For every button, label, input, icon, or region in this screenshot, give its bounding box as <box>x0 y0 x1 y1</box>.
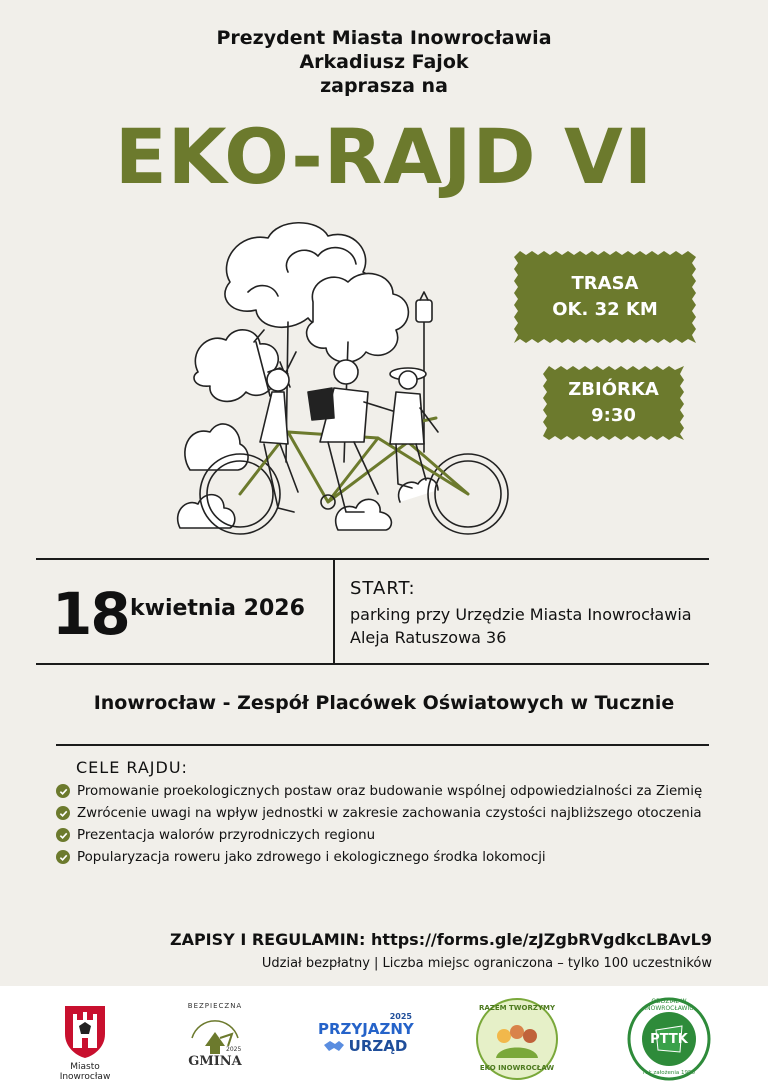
goal-text: Zwrócenie uwagi na wpływ jednostki w zakresie zachowania czystości najbliższego otoczenia <box>77 805 702 821</box>
razem-tworzymy-eko-logo <box>474 996 560 1082</box>
signup-link[interactable]: ZAPISY I REGULAMIN: https://forms.gle/zJZgbRVgdkcLBAvL9 <box>169 930 712 949</box>
logo-arc-text: BEZPIECZNA <box>187 1002 243 1010</box>
list-item <box>56 780 756 802</box>
divider <box>333 558 335 664</box>
divider <box>36 663 709 665</box>
goal-text: Promowanie proekologicznych postaw oraz budowanie wspólnej odpowiedzialności za Ziemię <box>77 783 703 799</box>
check-icon <box>56 784 70 798</box>
logo-ring-text: ODDZIAŁ W INOWROCŁAWIU <box>644 998 694 1012</box>
header-line-2: Arkadiusz Fajok <box>299 51 469 73</box>
header-line-1: Prezydent Miasta Inowrocławia <box>216 27 552 49</box>
date-month-year: kwietnia 2026 <box>130 596 305 621</box>
bezpieczna-gmina-logo <box>180 1002 250 1072</box>
goals-title: CELE RAJDU: <box>76 758 188 777</box>
participation-note: Udział bezpłatny | Liczba miejsc ograniczona – tylko 100 uczestników <box>261 956 712 971</box>
route-label: TRASA <box>571 273 639 294</box>
check-icon <box>56 806 70 820</box>
route-distance: OK. 32 KM <box>552 299 658 320</box>
list-item <box>56 824 756 846</box>
logo-line-2: URZĄD <box>348 1037 408 1055</box>
divider <box>36 558 709 560</box>
check-icon <box>56 850 70 864</box>
inowroclaw-coat-of-arms-logo <box>52 1004 118 1082</box>
check-icon <box>56 828 70 842</box>
tandem-bike-illustration <box>168 212 528 544</box>
divider <box>56 744 709 746</box>
logo-line-1: PRZYJAZNY <box>318 1020 414 1038</box>
pttk-logo <box>626 996 712 1082</box>
coat-of-arms-icon <box>63 1004 107 1058</box>
header-line-3: zaprasza na <box>320 75 448 97</box>
meeting-label: ZBIÓRKA <box>568 379 659 400</box>
goals-list <box>56 780 756 868</box>
logo-bottom-text: EKO INOWROCŁAW <box>479 1064 555 1072</box>
route-description: Inowrocław - Zespół Placówek Oświatowych w Tucznie <box>93 692 675 714</box>
route-length-badge <box>514 251 696 343</box>
logo-caption-line-2: Inowrocław <box>59 1072 111 1082</box>
meeting-time: 9:30 <box>591 405 636 426</box>
logo-main-text: GMINA <box>188 1054 242 1069</box>
meeting-time-badge <box>543 366 684 440</box>
logo-year: 2025 <box>389 1012 412 1021</box>
event-title: EKO-RAJD VI <box>114 112 654 201</box>
logo-caption-line-1: Miasto <box>70 1062 100 1072</box>
start-address-line-1: parking przy Urzędzie Miasta Inowrocławia <box>350 605 692 624</box>
partner-logos-footer <box>0 986 768 1086</box>
goal-text: Popularyzacja roweru jako zdrowego i ekologicznego środka lokomocji <box>77 849 546 865</box>
logo-top-text: RAZEM TWORZYMY <box>478 1004 556 1012</box>
przyjazny-urzad-logo <box>318 1012 412 1055</box>
handshake-icon <box>323 1039 345 1053</box>
list-item <box>56 802 756 824</box>
list-item <box>56 846 756 868</box>
date-day: 18 <box>52 580 129 648</box>
start-label: START: <box>350 578 416 599</box>
logo-bottom-text: rok założenia 1950 <box>642 1070 696 1076</box>
organizer-header <box>0 26 768 98</box>
logo-year: 2025 <box>226 1046 242 1053</box>
logo-center-text: PTTK <box>650 1032 688 1047</box>
goal-text: Prezentacja walorów przyrodniczych regionu <box>77 827 376 843</box>
start-address-line-2: Aleja Ratuszowa 36 <box>350 628 507 647</box>
